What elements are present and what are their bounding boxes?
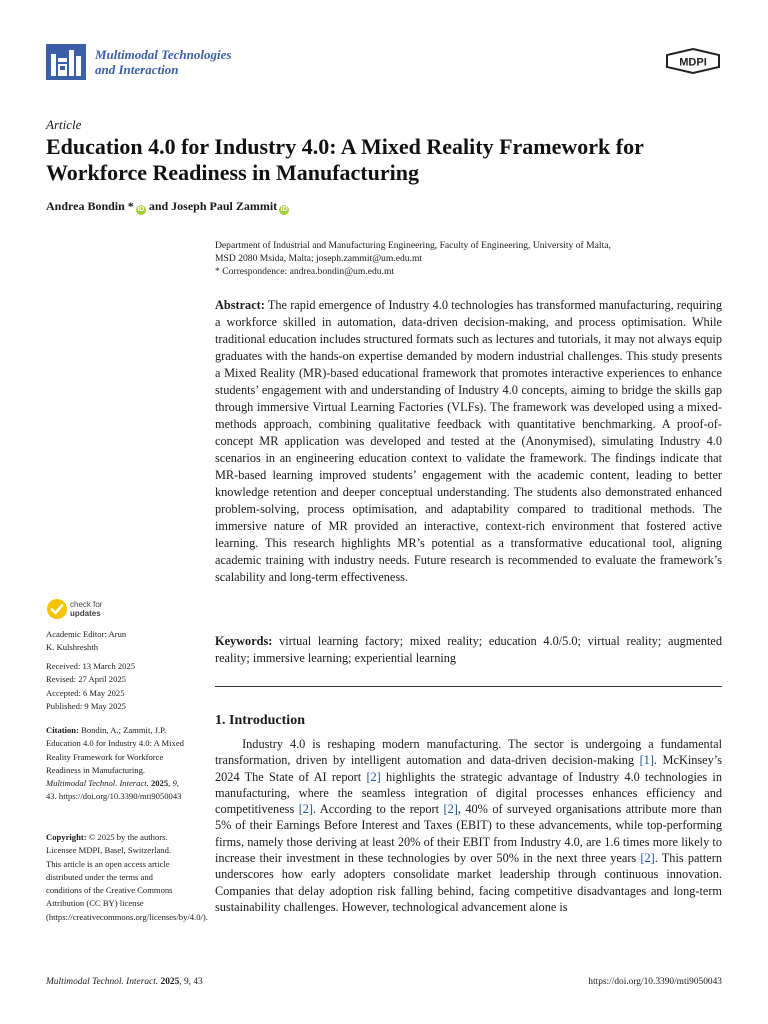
citation-label: Citation:	[46, 725, 79, 735]
author-name[interactable]: Joseph Paul Zammit	[171, 199, 278, 213]
footer-journal: Multimodal Technol. Interact.	[46, 977, 159, 987]
keywords-label: Keywords:	[215, 634, 273, 648]
received-date: Received: 13 March 2025	[46, 661, 136, 671]
orcid-icon[interactable]: iD	[280, 206, 288, 213]
footer-doi-link[interactable]: https://doi.org/10.3390/mti9050043	[588, 977, 722, 987]
article-type: Article	[46, 117, 82, 132]
article-title: Education 4.0 for Industry 4.0: A Mixed Reality Framework for Workforce Readiness in Manufacturing	[46, 134, 644, 185]
keywords	[215, 633, 722, 667]
orcid-icon[interactable]: iD	[137, 206, 145, 213]
citation-year: 2025	[148, 778, 169, 789]
footer-volume: , 9, 43	[179, 977, 203, 987]
check-updates-line: updates	[70, 609, 101, 618]
journal-name-line1: Multimodal Technologies	[95, 47, 232, 62]
copyright-notice	[46, 831, 208, 924]
footer-year: 2025	[158, 977, 180, 987]
mdpi-logo-icon[interactable]	[664, 48, 722, 74]
section-heading: 1. Introduction	[215, 713, 305, 728]
check-updates-line: check for	[70, 600, 103, 609]
paragraph-text: . According to the report	[313, 802, 444, 817]
affiliation-line: Department of Industrial and Manufacturing Engineering, Faculty of Engineering, University of Malta,	[215, 240, 611, 251]
citation-volume: , 9	[168, 778, 177, 789]
citation-journal: Multimodal Technol. Interact.	[46, 778, 149, 789]
footer-citation	[46, 977, 203, 987]
author-list	[46, 199, 289, 215]
author-name[interactable]: Andrea Bondin *	[46, 199, 134, 213]
author-separator: and	[145, 199, 172, 213]
copyright-text: © 2025 by the authors. Licensee MDPI, Basel, Switzerland. This article is an open access article distributed under the terms and conditions of the Creative Commons Attribution (CC BY) license (https://creativecommons.org/licenses/by/4.0/).	[46, 832, 208, 922]
intro-paragraph	[215, 736, 722, 915]
paragraph-text: . This pattern underscores how early adopters consolidate market leadership through continuous innovation. Companies that delay adoption risk falling behind, facing competitive disadvantages and long-term sustainability challenges. However, technological advancement alone is	[215, 851, 722, 914]
journal-name[interactable]	[95, 47, 231, 77]
check-for-updates-button[interactable]	[46, 598, 126, 622]
copyright-label: Copyright:	[46, 832, 87, 842]
article-dates	[46, 660, 186, 713]
reference-link[interactable]: [2]	[366, 769, 381, 784]
reference-link[interactable]: [2]	[443, 802, 458, 817]
academic-editor	[46, 628, 186, 655]
paragraph-text: Industry 4.0 is reshaping modern manufacturing. The sector is undergoing a fundamental transformation, driven by intelligent automation and data-driven decision-making	[215, 737, 722, 768]
reference-link[interactable]: [2]	[298, 802, 314, 817]
affiliation-line: MSD 2080 Msida, Malta; joseph.zammit@um.edu.mt	[215, 253, 423, 265]
accepted-date: Accepted: 6 May 2025	[46, 687, 125, 698]
correspondence: * Correspondence: andrea.bondin@um.edu.mt	[215, 266, 395, 278]
editor-name: K. Kulshreshth	[46, 642, 99, 653]
journal-logo-icon	[46, 44, 86, 80]
abstract	[215, 297, 722, 586]
section-divider	[215, 686, 722, 687]
published-date: Published: 9 May 2025	[46, 700, 126, 711]
reference-link[interactable]: [1]	[639, 753, 654, 768]
citation-text: Bondin, A.; Zammit, J.P. Education 4.0 for Industry 4.0: A Mixed Reality Framework for Workforce Readiness in Manufacturing.	[46, 725, 184, 775]
editor-label: Academic Editor: Arun	[46, 629, 127, 639]
paragraph-text: highlights the strategic advantage of Industry 4.0 technologies in manufacturing, where the seamless integration of digital processes enhances efficiency and competitiveness	[215, 769, 722, 817]
revised-date: Revised: 27 April 2025	[46, 674, 126, 685]
paragraph-text: , 40% of surveyed organisations attribute more than 5% of their Earnings Before Interest and Taxes (EBIT) to these advancements, while top-performing firms, namely those deriving at least 20% of their EBIT from Industry 4.0, are 1.6 times more likely to increase their investment in these technologies by over 50% in the next three years	[215, 802, 722, 866]
paragraph-text: . McKinsey’s 2024 The State of AI report	[215, 753, 722, 784]
check-updates-icon	[46, 598, 68, 620]
svg-text:MDPI: MDPI	[679, 56, 707, 69]
citation-doi[interactable]: , 43. https://doi.org/10.3390/mti9050043	[46, 778, 182, 802]
abstract-text: The rapid emergence of Industry 4.0 technologies has transformed manufacturing, requiring a workforce skilled in automation, data-driven decision-making, and process optimisation. While traditional education includes structured formats such as lectures and tutorials, it may not always equip graduates with the hands-on expertise demanded by modern industrial challenges. This study presents a Mixed Reality (MR)-based educational framework that promotes interactive experiences to enhance students’ engagement with and understanding of Industry 4.0 concepts, aiming to bridge the skills gap through immersive Virtual Learning Factories (VLFs). The framework was developed using a mixed-methods approach, combining qualitative feedback with quantitative benchmarking. A proof-of-concept MR application was developed and tested at the (Anonymised), simulating Industry 4.0 scenarios in an engineering education context to validate the framework. The findings indicate that MR-based learning improved students’ engagement with the academic content, leading to better knowledge retention and deeper conceptual understanding. The students also demonstrated enhanced problem-solving, process optimisation, and adaptability compared to traditional methods. The immersive nature of MR provided an interactive, context-rich environment that fostered active learning. This research highlights MR’s potential as a transformative educational tool, aligning academic training with industry needs. Future research is recommended to evaluate the framework’s scalability and long-term effectiveness.	[215, 298, 722, 584]
check-updates-label	[70, 600, 102, 618]
abstract-label: Abstract:	[215, 298, 265, 312]
journal-name-line2: and Interaction	[95, 62, 179, 77]
citation	[46, 724, 186, 804]
affiliations	[215, 239, 725, 279]
reference-link[interactable]: [2]	[640, 851, 655, 866]
keywords-text: virtual learning factory; mixed reality; education 4.0/5.0; virtual reality; augmented reality; immersive learning; experiential learning	[215, 634, 722, 665]
